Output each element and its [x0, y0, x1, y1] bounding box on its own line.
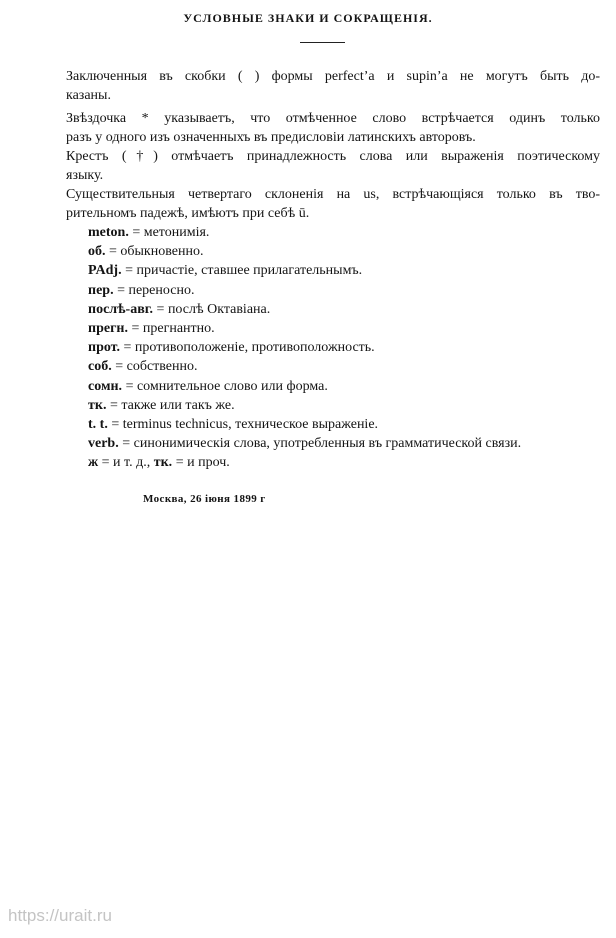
text-line: Звѣздочка * указываетъ, что отмѣченное слово встрѣчается одинъ только	[66, 111, 600, 126]
abbreviation-meaning: = обыкновенно.	[109, 244, 204, 260]
abbreviation-term: соб.	[88, 359, 112, 375]
abbreviation-item	[88, 377, 600, 396]
abbreviation-term: t. t.	[88, 416, 108, 432]
text-line: разъ у одного изъ означенныхъ въ предисловіи латинскихъ авторовъ.	[66, 130, 476, 145]
abbreviation-list	[88, 223, 600, 472]
abbreviation-term: ж	[88, 455, 99, 471]
main-text	[66, 67, 600, 472]
text-line: Крестъ (†) отмѣчаетъ принадлежность слова или выраженія поэтическому	[66, 149, 600, 164]
paragraph-brackets	[66, 67, 600, 105]
abbreviation-item	[88, 338, 600, 357]
abbreviation-meaning: = также или такъ же.	[109, 397, 235, 413]
abbreviation-term: об.	[88, 244, 106, 260]
abbreviation-term: meton.	[88, 225, 129, 240]
abbreviation-term: verb.	[88, 436, 119, 452]
abbreviation-meaning: = прегнантно.	[131, 320, 215, 336]
abbreviation-term: тк.	[153, 455, 173, 471]
text-line: рительномъ падежѣ, имѣютъ при себѣ ū.	[66, 206, 310, 221]
title-divider	[300, 42, 345, 43]
abbreviation-item	[88, 261, 600, 280]
abbreviation-item	[88, 242, 600, 261]
abbreviation-term: пер.	[88, 282, 114, 298]
abbreviation-term: прот.	[88, 340, 120, 356]
place-date-signature: Москва, 26 іюня 1899 г	[143, 493, 266, 505]
abbreviation-meaning: = переносно.	[117, 282, 195, 298]
abbreviation-meaning: = синонимическія слова, употребленныя въ грамматической связи.	[122, 436, 522, 452]
page-title: УСЛОВНЫЕ ЗНАКИ И СОКРАЩЕНІЯ.	[183, 11, 433, 25]
abbreviation-meaning: = и проч.	[175, 455, 230, 471]
text-line: Существительныя четвертаго склоненія на us, встрѣчающіяся только въ тво-	[66, 187, 600, 202]
abbreviation-meaning: = противоположеніе, противоположность.	[123, 340, 375, 356]
abbreviation-meaning: = послѣ Октавіана.	[156, 301, 271, 317]
abbreviation-term: PAdj.	[88, 263, 122, 279]
abbreviation-item	[88, 415, 600, 434]
paragraph-cross	[66, 147, 600, 185]
abbreviation-meaning: = собственно.	[115, 359, 198, 375]
watermark-url: https://urait.ru	[8, 906, 112, 925]
abbreviation-term: сомн.	[88, 378, 123, 394]
text-line: языку.	[66, 168, 104, 183]
abbreviation-meaning: = сомнительное слово или форма.	[125, 378, 328, 394]
abbreviation-item	[88, 300, 600, 319]
abbreviation-item	[88, 223, 600, 242]
abbreviation-item	[88, 453, 600, 472]
paragraph-asterisk	[66, 109, 600, 147]
abbreviation-item	[88, 319, 600, 338]
abbreviation-item	[88, 357, 600, 376]
abbreviation-term: прегн.	[88, 320, 128, 336]
abbreviation-meaning: = метонимія.	[132, 225, 210, 240]
abbreviation-item	[88, 396, 600, 415]
abbreviation-term: тк.	[88, 397, 107, 413]
abbreviation-item	[88, 434, 600, 453]
abbreviation-meaning: = terminus technicus, техническое выраженіе.	[111, 416, 379, 432]
abbreviation-meaning: = и т. д.,	[101, 455, 151, 471]
paragraph-fourth-declension	[66, 185, 600, 223]
text-line: казаны.	[66, 88, 111, 103]
abbreviation-term: послѣ-авг.	[88, 301, 154, 317]
abbreviation-item	[88, 281, 600, 300]
abbreviation-meaning: = причастіе, ставшее прилагательнымъ.	[125, 263, 363, 279]
text-line: Заключенныя въ скобки ( ) формы perfect’a и supin’a не могутъ быть до-	[66, 69, 600, 84]
